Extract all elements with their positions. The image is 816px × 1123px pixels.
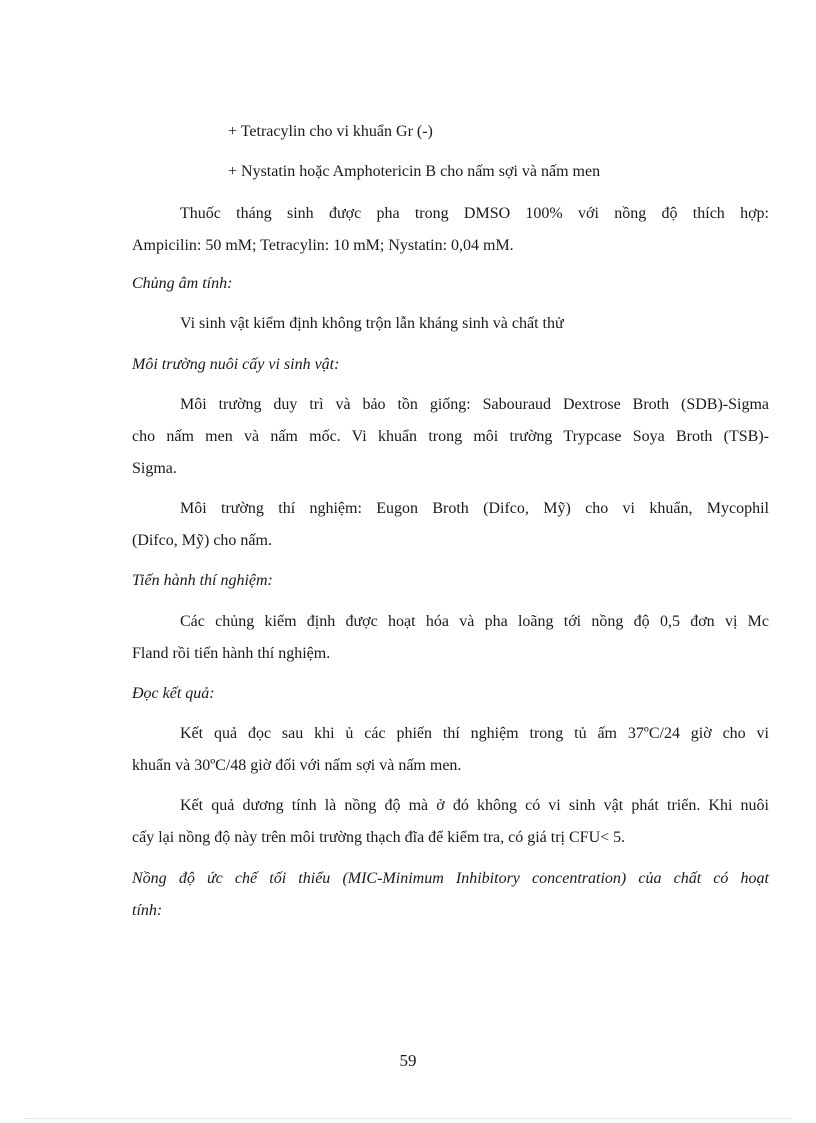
footer-divider — [24, 1118, 792, 1119]
bullet-tetracylin: + Tetracylin cho vi khuẩn Gr (-) — [228, 123, 433, 140]
procedure-line-1: Các chủng kiểm định được hoạt hóa và pha loãng tới nồng độ 0,5 đơn vị Mc — [180, 613, 769, 630]
heading-mic-line-1: Nồng độ ức chế tối thiểu (MIC-Minimum Inhibitory concentration) của chất có hoạt — [132, 870, 769, 887]
procedure-line-2: Fland rồi tiến hành thí nghiệm. — [132, 645, 331, 662]
heading-negative-strain: Chủng âm tính: — [132, 275, 233, 292]
heading-culture-medium: Môi trường nuôi cấy vi sinh vật: — [132, 356, 340, 373]
reading-paragraph-2-line-2: cấy lại nồng độ này trên môi trường thạch đĩa để kiểm tra, có giá trị CFU< 5. — [132, 829, 626, 846]
heading-mic-line-2: tính: — [132, 902, 163, 919]
reading-paragraph-2-line-1: Kết quả dương tính là nồng độ mà ở đó không có vi sinh vật phát triển. Khi nuôi — [180, 797, 769, 814]
negative-strain-text: Vi sinh vật kiểm định không trộn lẫn kháng sinh và chất thử — [180, 315, 564, 332]
heading-procedure: Tiến hành thí nghiệm: — [132, 572, 273, 589]
medium-paragraph-1-line-2: cho nấm men và nấm mốc. Vi khuẩn trong môi trường Trypcase Soya Broth (TSB)- — [132, 428, 769, 445]
antibiotic-paragraph-line-1: Thuốc tháng sinh được pha trong DMSO 100% với nồng độ thích hợp: — [180, 205, 769, 222]
bullet-nystatin: + Nystatin hoặc Amphotericin B cho nấm sợi và nấm men — [228, 163, 601, 180]
medium-paragraph-1-line-1: Môi trường duy trì và bảo tồn giống: Sabouraud Dextrose Broth (SDB)-Sigma — [180, 396, 769, 413]
page-number: 59 — [399, 1051, 417, 1070]
antibiotic-paragraph-line-2: Ampicilin: 50 mM; Tetracylin: 10 mM; Nystatin: 0,04 mM. — [132, 237, 514, 254]
reading-paragraph-1-line-2: khuẩn và 30ºC/48 giờ đối với nấm sợi và nấm men. — [132, 757, 462, 774]
reading-paragraph-1-line-1: Kết quả đọc sau khi ủ các phiến thí nghiệm trong tủ ấm 37ºC/24 giờ cho vi — [180, 725, 769, 742]
heading-reading: Đọc kết quả: — [132, 685, 215, 702]
medium-paragraph-1-line-3: Sigma. — [132, 460, 177, 477]
medium-paragraph-2-line-2: (Difco, Mỹ) cho nấm. — [132, 532, 272, 549]
medium-paragraph-2-line-1: Môi trường thí nghiệm: Eugon Broth (Difco, Mỹ) cho vi khuẩn, Mycophil — [180, 500, 769, 517]
